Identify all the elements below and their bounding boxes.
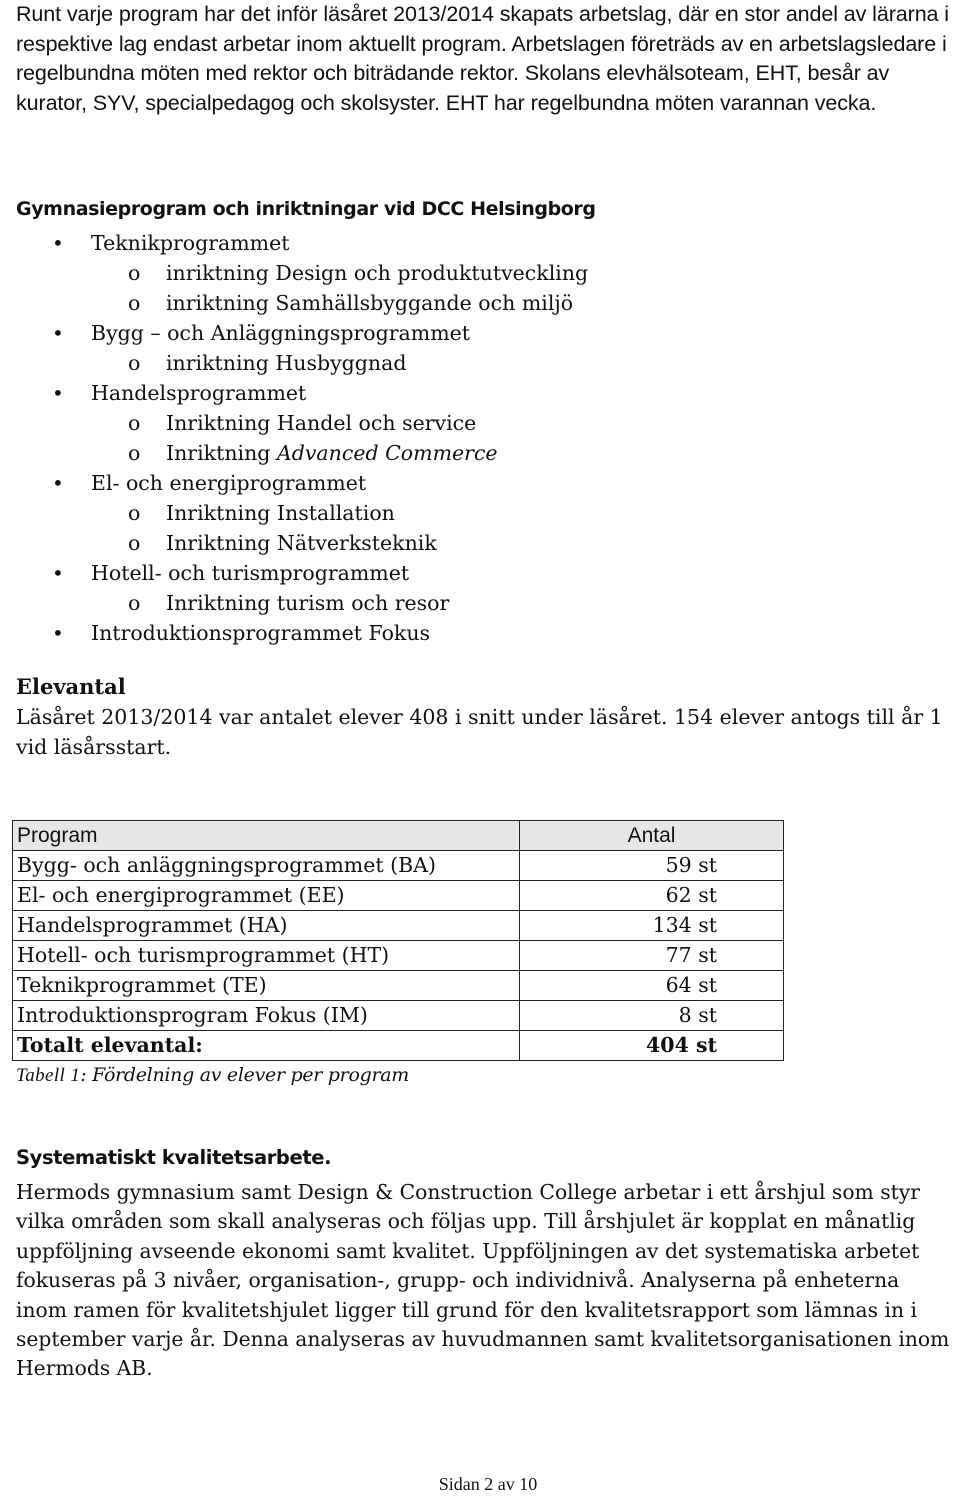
circle-bullet-icon: o xyxy=(128,351,141,375)
program-track: Inriktning Handel och service xyxy=(166,411,477,435)
program-name: Hotell- och turismprogrammet xyxy=(91,561,410,585)
program-track: inriktning Design och produktutveckling xyxy=(166,261,589,285)
table-cell-antal: 8 st xyxy=(520,1001,784,1031)
intro-paragraph: Runt varje program har det inför läsåret 2013/2014 skapats arbetslag, där en stor andel av lärarna i respektive lag endast arbetar inom aktuellt program. Arbetslagen företräds av en arbetslagsledare i regelbundna möten med rektor och biträdande rektor. Skolans elevhälsoteam, EHT, besår av kurator, SYV, specialpedagog och skolsyster. EHT har regelbundna möten varannan vecka. xyxy=(16,2,949,115)
table-total-row xyxy=(13,1031,784,1061)
program-track: inriktning Samhällsbyggande och miljö xyxy=(166,291,574,315)
table-total-value: 404 st xyxy=(520,1031,784,1061)
elevantal-text: Läsåret 2013/2014 var antalet elever 408 i snitt under läsåret. 154 elever antogs till år 1 vid läsårsstart. xyxy=(16,705,943,759)
table-cell-antal: 64 st xyxy=(520,971,784,1001)
table-caption-text: : Fördelning av elever per program xyxy=(80,1064,409,1086)
table-cell-program: Handelsprogrammet (HA) xyxy=(13,911,520,941)
table-caption xyxy=(16,1064,409,1087)
table-cell-program: Teknikprogrammet (TE) xyxy=(13,971,520,1001)
circle-bullet-icon: o xyxy=(128,411,141,435)
program-name: Introduktionsprogrammet Fokus xyxy=(91,621,431,645)
program-track: Inriktning Installation xyxy=(166,501,395,525)
table-header-antal: Antal xyxy=(520,821,784,851)
circle-bullet-icon: o xyxy=(128,261,141,285)
table-header-row xyxy=(13,821,784,851)
programs-heading: Gymnasieprogram och inriktningar vid DCC Helsingborg xyxy=(16,198,596,220)
table-row xyxy=(13,1001,784,1031)
table-row xyxy=(13,941,784,971)
bullet-icon: • xyxy=(52,621,64,645)
bullet-icon: • xyxy=(52,231,64,255)
bullet-icon: • xyxy=(52,471,64,495)
table-cell-program: Hotell- och turismprogrammet (HT) xyxy=(13,941,520,971)
program-table xyxy=(12,820,784,1061)
program-track-prefix: Inriktning xyxy=(166,441,277,465)
circle-bullet-icon: o xyxy=(128,591,141,615)
table-cell-program: Introduktionsprogram Fokus (IM) xyxy=(13,1001,520,1031)
table-caption-label: Tabell 1 xyxy=(16,1065,81,1086)
advanced-commerce-text: Advanced Commerce xyxy=(276,441,498,465)
program-track: Inriktning turism och resor xyxy=(166,591,450,615)
program-name: Teknikprogrammet xyxy=(91,231,290,255)
table-row xyxy=(13,971,784,1001)
program-track: Inriktning Nätverksteknik xyxy=(166,531,437,555)
circle-bullet-icon: o xyxy=(128,291,141,315)
table-cell-antal: 62 st xyxy=(520,881,784,911)
table-cell-program: Bygg- och anläggningsprogrammet (BA) xyxy=(13,851,520,881)
table-cell-antal: 77 st xyxy=(520,941,784,971)
program-name: El- och energiprogrammet xyxy=(91,471,367,495)
table-cell-antal: 59 st xyxy=(520,851,784,881)
quality-heading: Systematiskt kvalitetsarbete. xyxy=(16,1146,332,1169)
table-row xyxy=(13,911,784,941)
program-track xyxy=(166,438,498,468)
page-footer: Sidan 2 av 10 xyxy=(438,1474,538,1494)
table-header-program: Program xyxy=(13,821,520,851)
table-cell-program: El- och energiprogrammet (EE) xyxy=(13,881,520,911)
circle-bullet-icon: o xyxy=(128,531,141,555)
bullet-icon: • xyxy=(52,381,64,405)
table-cell-antal: 134 st xyxy=(520,911,784,941)
circle-bullet-icon: o xyxy=(128,501,141,525)
program-name: Bygg – och Anläggningsprogrammet xyxy=(91,321,471,345)
table-row xyxy=(13,881,784,911)
quality-text: Hermods gymnasium samt Design & Construction College arbetar i ett årshjul som styr vilka områden som skall analyseras och följas upp. Till årshjulet är kopplat en månatlig uppföljning avseende ekonomi samt kvalitet. Uppföljningen av det systematiska arbetet fokuseras på 3 nivåer, organisation-, grupp- och individnivå. Analyserna på enheterna inom ramen för kvalitetshjulet ligger till grund för den kvalitetsrapport som lämnas in i september varje år. Denna analyseras av huvudmannen samt kvalitetsorganisationen inom Hermods AB. xyxy=(16,1180,950,1381)
table-total-label: Totalt elevantal: xyxy=(13,1031,520,1061)
program-name: Handelsprogrammet xyxy=(91,381,307,405)
bullet-icon: • xyxy=(52,561,64,585)
circle-bullet-icon: o xyxy=(128,441,141,465)
table-row xyxy=(13,851,784,881)
program-track: inriktning Husbyggnad xyxy=(166,351,407,375)
elevantal-heading: Elevantal xyxy=(16,674,126,699)
bullet-icon: • xyxy=(52,321,64,345)
